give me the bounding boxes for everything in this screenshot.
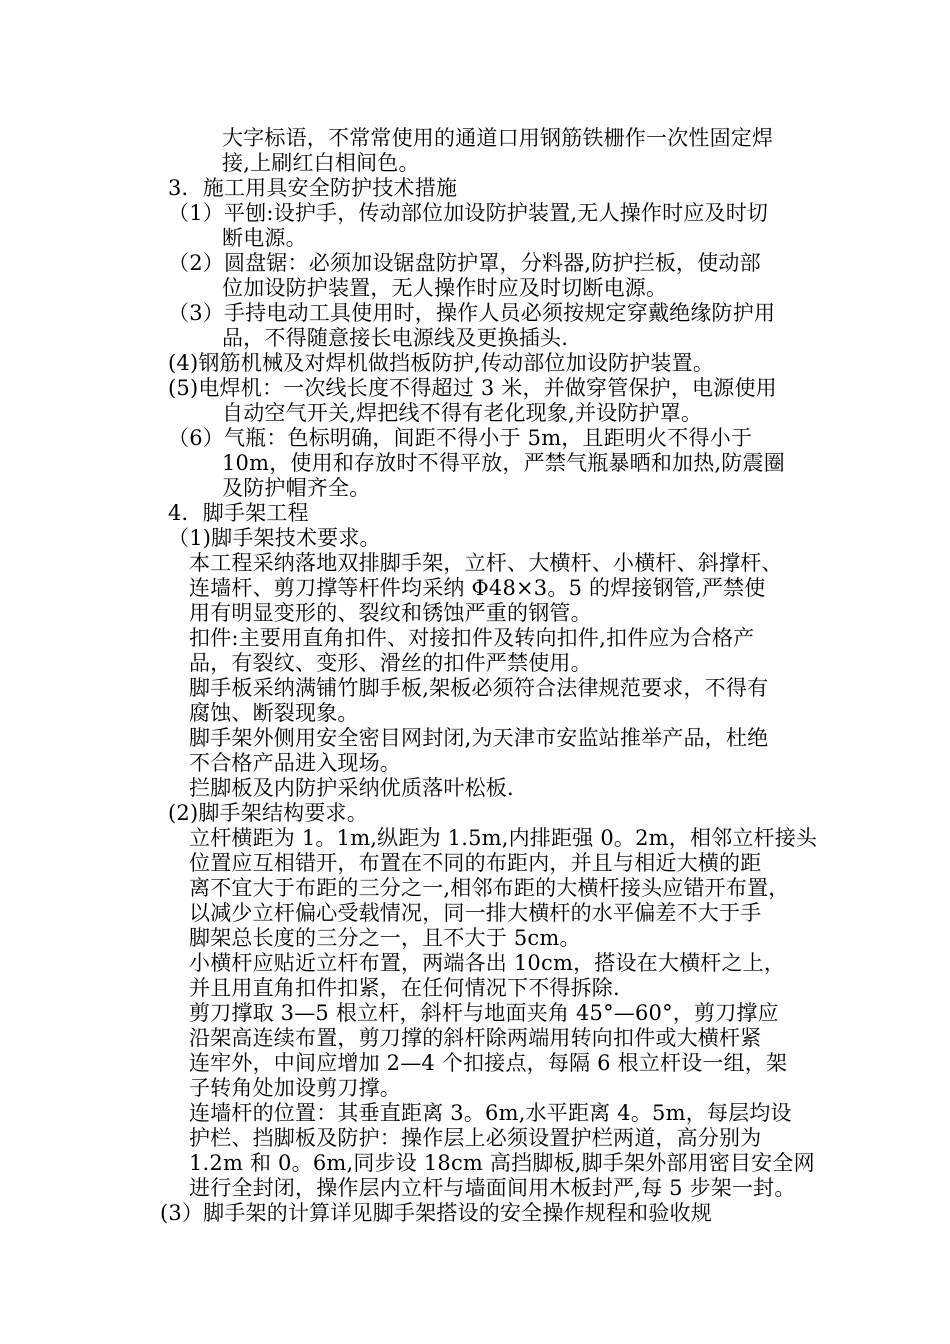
text-line: 小横杆应贴近立杆布置，两端各出 10cm，搭设在大横杆之上，	[189, 951, 786, 975]
text-line: 本工程采纳落地双排脚手架，立杆、大横杆、小横杆、斜撑杆、	[189, 551, 783, 575]
text-line: 位加设防护装置，无人操作时应及时切断电源。	[222, 276, 668, 300]
text-line: （3）手持电动工具使用时，操作人员必须按规定穿戴绝缘防护用	[168, 301, 776, 325]
text-line: 脚手架外侧用安全密目网封闭,为天津市安监站推举产品，杜绝	[189, 726, 769, 750]
text-line: （1）平刨:设护手，传动部位加设防护装置,无人操作时应及时切	[168, 201, 769, 225]
text-line: 子转角处加设剪刀撑。	[189, 1076, 401, 1100]
text-line: (4)钢筋机械及对焊机做挡板防护,传动部位加设防护装置。	[168, 351, 715, 375]
text-line: （2）圆盘锯：必须加设锯盘防护罩，分料器,防护拦板，使动部	[168, 251, 761, 275]
text-line: 脚手板采纳满铺竹脚手板,架板必须符合法律规范要求，不得有	[189, 676, 769, 700]
text-line: 拦脚板及内防护采纳优质落叶松板.	[189, 776, 514, 800]
text-line: 以减少立杆偏心受载情况，同一排大横杆的水平偏差不大于手	[189, 901, 762, 925]
text-line: 沿架高连续布置，剪刀撑的斜杆除两端用转向扣件或大横杆紧	[189, 1026, 762, 1050]
text-line: 1.2m 和 0。6m,同步设 18cm 高挡脚板,脚手架外部用密目安全网	[189, 1151, 815, 1175]
text-line: 大字标语，不常常使用的通道口用钢筋铁栅作一次性固定焊	[222, 126, 774, 150]
text-line: (5)电焊机：一次线长度不得超过 3 米，并做穿管保护，电源使用	[168, 376, 777, 400]
text-line: 连牢外，中间应增加 2—4 个扣接点，每隔 6 根立杆设一组，架	[189, 1051, 788, 1075]
text-line: 10m，使用和存放时不得平放，严禁气瓶暴晒和加热,防震圈	[222, 451, 785, 475]
text-line: 扣件:主要用直角扣件、对接扣件及转向扣件,扣件应为合格产	[189, 626, 755, 650]
text-line: 连墙杆、剪刀撑等杆件均采纳 Φ48×3。5 的焊接钢管,严禁使	[189, 576, 766, 600]
section-heading: 3．施工用具安全防护技术措施	[168, 176, 458, 200]
text-line: 不合格产品进入现场。	[189, 751, 401, 775]
text-line: 剪刀撑取 3—5 根立杆，斜杆与地面夹角 45°—60°，剪刀撑应	[189, 1001, 779, 1025]
text-line: 护栏、挡脚板及防护：操作层上必须设置护栏两道，高分别为	[189, 1126, 762, 1150]
subsection-heading: （1)脚手架技术要求。	[168, 526, 381, 550]
text-line: 品，不得随意接长电源线及更换插头.	[222, 326, 569, 350]
text-line: 立杆横距为 1。1m,纵距为 1.5m,内排距强 0。2m，相邻立杆接头	[189, 826, 818, 850]
text-line: 脚架总长度的三分之一，且不大于 5cm。	[189, 926, 581, 950]
text-line: 及防护帽齐全。	[222, 476, 371, 500]
subsection-heading: (3）脚手架的计算详见脚手架搭设的安全操作规程和验收规	[160, 1201, 712, 1225]
text-line: 断电源。	[222, 226, 307, 250]
text-line: 用有明显变形的、裂纹和锈蚀严重的钢管。	[189, 601, 592, 625]
text-line: 连墙杆的位置：其垂直距离 3。6m,水平距离 4。5m，每层均设	[189, 1101, 792, 1125]
text-line: 腐蚀、断裂现象。	[189, 701, 359, 725]
text-line: 品，有裂纹、变形、滑丝的扣件严禁使用。	[189, 651, 592, 675]
section-heading: 4．脚手架工程	[168, 501, 309, 525]
subsection-heading: (2)脚手架结构要求。	[168, 801, 368, 825]
text-line: 位置应互相错开，布置在不同的布距内，并且与相近大横的距	[189, 851, 762, 875]
text-line: 进行全封闭，操作层内立杆与墙面间用木板封严,每 5 步架一封。	[189, 1176, 796, 1200]
text-line: 离不宜大于布距的三分之一,相邻布距的大横杆接头应错开布置，	[189, 876, 790, 900]
text-line: 自动空气开关,焊把线不得有老化现象,并设防护罩。	[222, 401, 703, 425]
text-line: （6）气瓶：色标明确，间距不得小于 5m，且距明火不得小于	[168, 426, 753, 450]
text-line: 并且用直角扣件扣紧，在任何情况下不得拆除.	[189, 976, 620, 1000]
text-line: 接,上刷红白相间色。	[222, 151, 420, 175]
